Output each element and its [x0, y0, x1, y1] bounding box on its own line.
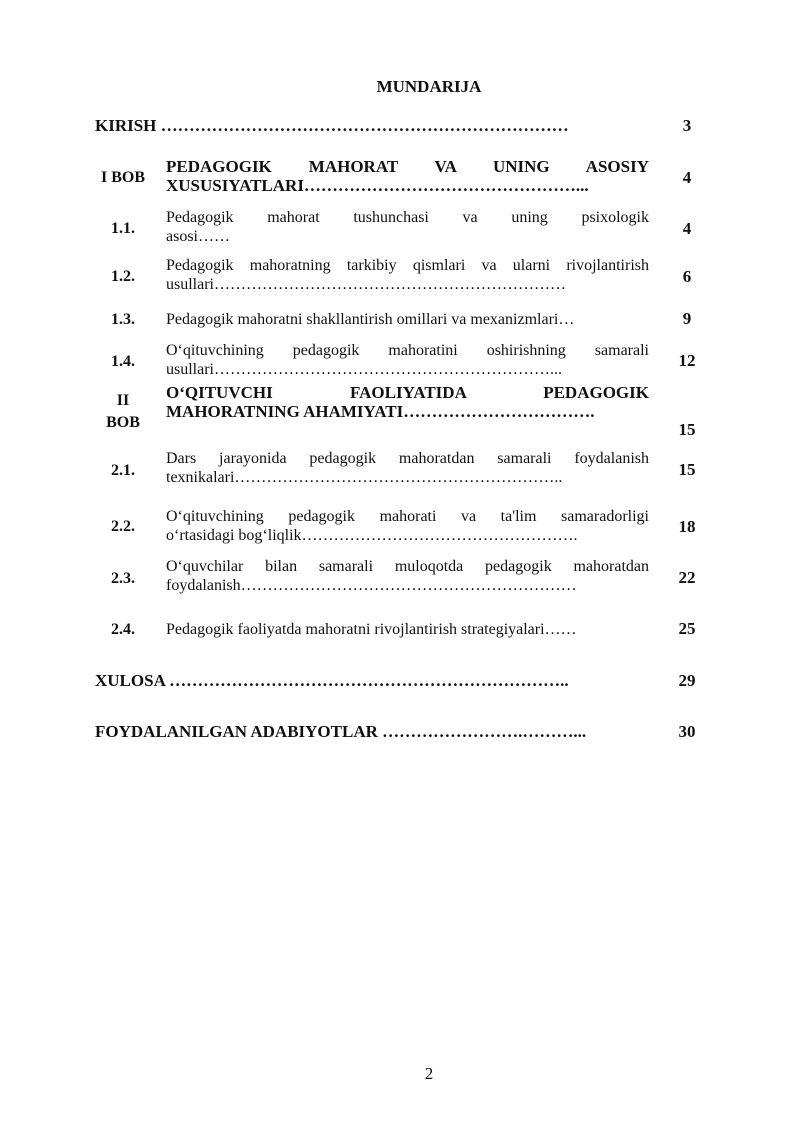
section-1-4-line2: usullari………………………………………………………...	[166, 361, 562, 378]
section-2-3-title[interactable]	[166, 557, 649, 595]
toc-title: MUNDARIJA	[376, 77, 482, 96]
section-1-2-title[interactable]	[166, 256, 649, 294]
toc-page-chapter-2: 15	[678, 420, 696, 439]
toc-page-1-1: 4	[682, 219, 692, 238]
section-1-1-line2: asosi……	[166, 228, 230, 245]
toc-page-1-2: 6	[682, 267, 692, 286]
toc-page-1-4: 12	[678, 351, 696, 370]
page-number: 2	[424, 1064, 434, 1083]
section-1-3-title[interactable]	[166, 310, 649, 329]
chapter-1-title-line1: PEDAGOGIK MAHORAT VA UNING ASOSIY	[166, 157, 649, 176]
section-1-1-line1: Pedagogik mahorat tushunchasi va uning psixologik	[166, 209, 649, 226]
chapter-1-title[interactable]	[166, 157, 649, 195]
section-1-4-title[interactable]	[166, 341, 649, 379]
toc-page-2-1: 15	[678, 460, 696, 479]
chapter-2-title-line2: MAHORATNING AHAMIYATI…………………………….	[166, 402, 595, 421]
section-1-4-line1: O‘qituvchining pedagogik mahoratini oshirishning samarali	[166, 342, 649, 359]
section-1-2-number: 1.2.	[111, 268, 135, 285]
chapter-2-number-line1: II	[116, 392, 130, 409]
section-2-1-title[interactable]	[166, 449, 649, 487]
section-2-1-line1: Dars jarayonida pedagogik mahoratdan samarali foydalanish	[166, 450, 649, 467]
chapter-1-title-line2: XUSUSIYATLARI…………………………………………...	[166, 176, 589, 195]
section-1-1-title[interactable]	[166, 208, 649, 246]
toc-page-2-3: 22	[678, 568, 696, 587]
toc-entry-intro[interactable]: KIRISH ………………………………………………………………	[95, 116, 569, 135]
section-1-2-line1: Pedagogik mahoratning tarkibiy qismlari va ularni rivojlantirish	[166, 257, 649, 274]
chapter-2-number-line2: BOB	[106, 414, 140, 431]
toc-page-chapter-1: 4	[682, 168, 692, 187]
toc-page-2-4: 25	[678, 619, 696, 638]
toc-page-references: 30	[678, 722, 696, 741]
section-2-1-line2: texnikalari……………………………………………………..	[166, 469, 563, 486]
toc-page-conclusion: 29	[678, 671, 696, 690]
section-2-1-number: 2.1.	[111, 462, 135, 479]
chapter-1-number: I BOB	[100, 169, 145, 186]
section-1-2-line2: usullari…………………………………………………………	[166, 276, 566, 293]
section-2-2-number: 2.2.	[111, 518, 135, 535]
section-1-1-number: 1.1.	[111, 220, 135, 237]
section-2-4-number: 2.4.	[111, 621, 135, 638]
section-2-2-line2: o‘rtasidagi bog‘liqlik…………………………………………….	[166, 527, 578, 544]
section-2-4-line1: Pedagogik faoliyatda mahoratni rivojlantirish strategiyalari……	[166, 621, 577, 638]
chapter-2-title-line1: O‘QITUVCHI FAOLIYATIDA PEDAGOGIK	[166, 383, 649, 402]
chapter-2-number	[90, 390, 156, 434]
section-2-2-title[interactable]	[166, 507, 649, 545]
toc-page-2-2: 18	[678, 517, 696, 536]
section-1-3-number: 1.3.	[111, 311, 135, 328]
section-2-3-line2: foydalanish………………………………………………………	[166, 577, 577, 594]
section-2-2-line1: O‘qituvchining pedagogik mahorati va ta'lim samaradorligi	[166, 508, 649, 525]
section-2-3-number: 2.3.	[111, 570, 135, 587]
chapter-2-title[interactable]	[166, 383, 649, 421]
toc-page-intro: 3	[682, 116, 692, 135]
section-2-4-title[interactable]	[166, 620, 649, 639]
toc-page-1-3: 9	[682, 309, 692, 328]
section-1-3-line1: Pedagogik mahoratni shakllantirish omillari va mexanizmlari…	[166, 311, 575, 328]
section-1-4-number: 1.4.	[111, 353, 135, 370]
toc-entry-conclusion[interactable]: XULOSA ……………………………………………………………..	[95, 671, 569, 690]
section-2-3-line1: O‘quvchilar bilan samarali muloqotda pedagogik mahoratdan	[166, 558, 649, 575]
toc-entry-references[interactable]: FOYDALANILGAN ADABIYOTLAR …………………….………...	[95, 722, 587, 741]
